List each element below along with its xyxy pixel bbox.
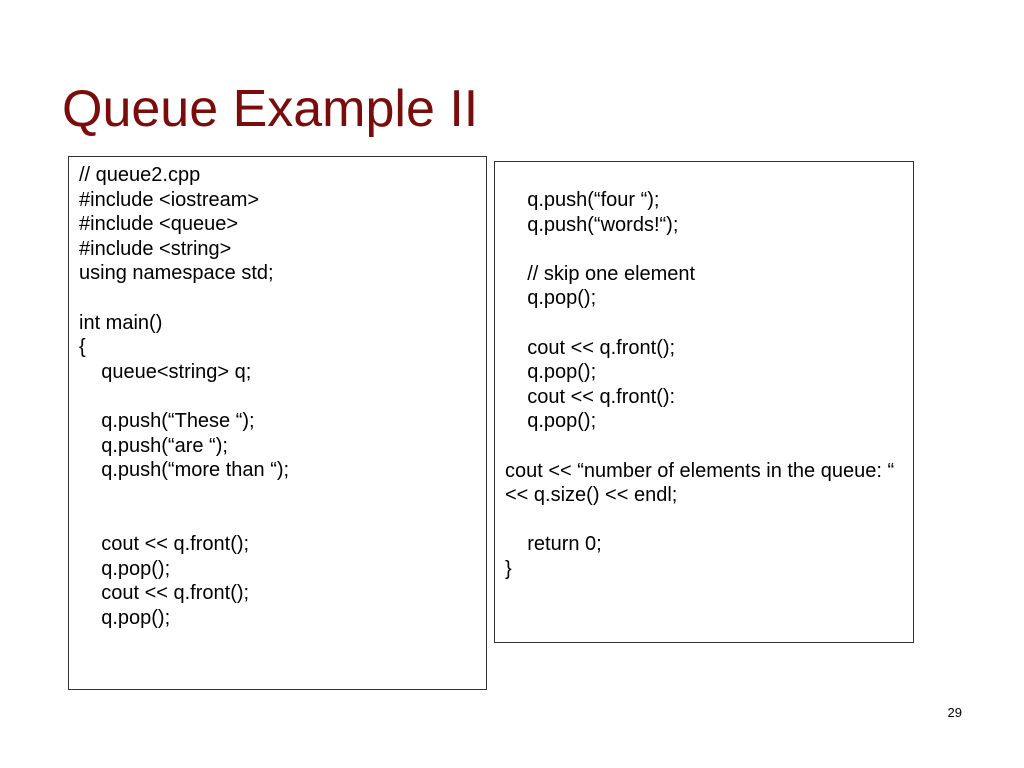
code-line: } [505,557,512,580]
code-line: cout << q.front(); [505,336,676,359]
code-line: cout << “number of elements in the queue: “ << q.size() << endl; [505,459,895,507]
code-line: queue<string> q; [79,360,252,383]
code-line: int main() [79,311,163,334]
code-line: #include <string> [79,237,232,260]
code-line: q.pop(); [79,606,171,629]
code-line: // queue2.cpp [79,164,201,186]
code-line [79,483,486,508]
code-line [505,311,903,336]
code-line: q.push(“are “); [79,434,228,457]
code-line: q.push(“words!“); [505,213,679,236]
code-line: q.pop(); [505,361,597,384]
slide-number: 29 [947,705,962,720]
code-line: // skip one element [505,262,696,285]
code-line [79,286,486,311]
code-block-right [494,161,914,643]
code-line [79,384,486,409]
code-line: #include <queue> [79,213,239,236]
code-block-left [68,156,487,690]
code-line: q.pop(); [505,410,597,433]
code-line: return 0; [505,533,602,556]
code-line: cout << q.front(): [505,385,676,408]
code-line: q.push(“more than “); [79,459,290,482]
code-line: cout << q.front(); [79,532,250,555]
code-line [505,434,903,459]
code-line: cout << q.front(); [79,582,250,605]
code-line: #include <iostream> [79,188,260,211]
code-line: q.pop(); [79,557,171,580]
slide-title: Queue Example II [62,80,479,138]
code-line [505,508,903,533]
code-line: q.push(“These “); [79,409,255,432]
code-line: q.pop(); [505,287,597,310]
code-line [505,237,903,262]
code-line: { [79,336,86,359]
code-line [79,507,486,532]
code-line: q.push(“four “); [505,189,660,211]
code-line: using namespace std; [79,262,274,285]
